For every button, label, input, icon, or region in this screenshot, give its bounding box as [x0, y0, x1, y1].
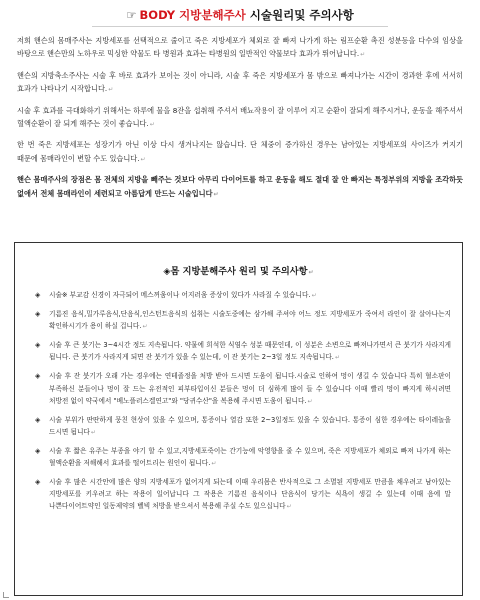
list-item: ◈ 시술 부위가 딴딴하게 뭉친 현상이 있을 수 있으며, 통증이나 열감 또한 2~3일정도 있을 수 있습니다. 통증이 심한 경우에는 타이레놀을 드시면 됩니다↵	[35, 415, 451, 436]
precautions-list	[31, 289, 451, 519]
return-mark-icon: ↵	[211, 460, 217, 468]
return-mark-icon: ↵	[334, 354, 340, 362]
bullet-icon: ◈	[35, 310, 41, 319]
list-item: ◈ 시술 후 큰 붓기는 3~4시간 정도 지속됩니다. 약물에 희석한 식염수 성분 때문인데, 이 성분은 소변으로 빠져나가면서 큰 붓기가 사라지게 됩니다. 큰 붓기가 사라지게 되면 잔 붓기가 있을 수 있는데, 이 잔 붓기는 2~3일 정도 지속됩니다.↵	[35, 341, 451, 362]
return-mark-icon: ↵	[360, 51, 366, 59]
corner-mark	[3, 592, 9, 598]
list-item: ◈ 기름진 음식,밀가루음식,단음식,인스턴트음식의 섭취는 시술도중에는 삼가해 주셔야 어느 정도 지방세포가 죽여서 라인이 잘 살아나는지 확인하시기가 용이 하실 겁니다.↵	[35, 310, 451, 331]
bullet-icon: ◈	[35, 478, 41, 487]
bullet-icon: ◈	[35, 341, 41, 350]
pointing-hand-icon: ☞	[126, 8, 137, 22]
list-item: ◈ 시술 후 많은 시간안에 많은 양의 지방세포가 없어지게 되는데 이때 우리몸은 반사적으로 그 소멸된 지방세포 만큼을 채우려고 남아있는 지방세포를 키우려고 하는 작용이 일어납니다 그 작용은 기름진 음식이나 단음식이 당기는 식욕이 생길 수 있는데 이때 음에 말 나쁜다이어트약인 일동제약의 벨빅 처방을 받으셔서 복용해 주실 수도 있으십니다↵	[35, 478, 451, 511]
list-item: ◈ 시술 후 짧은 유주는 부종을 야기 할 수 있고,지방세포죽이는 간기능에 악영향을 줄 수 있으며, 죽은 지방세포가 체외로 빠져 나가게 하는 혈액순환을 저해해서 효과를 떨어트리는 원인이 됩니다.↵	[35, 446, 451, 468]
return-mark-icon: ↵	[142, 323, 148, 331]
intro-paragraph-2: 핸슨의 지방축소주사는 시술 후 바로 효과가 보이는 것이 아니라, 시술 후 죽은 지방세포가 몸 밖으로 빠져나가는 시간이 경과한 후에 서서히 효과가 나타나기 시작합니다.↵	[17, 70, 463, 94]
diamond-icon: ◈	[163, 266, 171, 277]
return-mark-icon: ↵	[108, 86, 114, 94]
return-mark-icon: ↵	[286, 503, 292, 511]
bullet-icon: ◈	[35, 446, 41, 455]
return-mark-icon: ↵	[308, 269, 314, 276]
return-mark-icon: ↵	[140, 155, 146, 163]
precautions-box	[14, 242, 463, 596]
title-rest: 시술원리및 주의사항	[245, 8, 354, 22]
list-item: ◈ 시술※ 부교감 신경이 자극되어 메스꺼움이나 어지러움 증상이 있다가 사라질 수 있습니다.↵	[31, 289, 451, 302]
title-highlight: BODY 지방분해주사	[139, 8, 246, 22]
intro-paragraph-3: 시술 후 효과를 극대화하기 위해서는 하루에 물을 8잔을 섭취해 주셔서 배뇨작용이 잘 이루어 지고 순환이 잘되게 해주시거나, 운동을 해주셔서 혈액순환이 잘 되게 해주는 것이 좋습니다.↵	[17, 105, 463, 129]
title-divider	[92, 26, 388, 27]
box-title-text: 몸 지방분해주사 원리 및 주의사항	[170, 266, 308, 277]
bullet-icon: ◈	[35, 372, 41, 381]
return-mark-icon: ↵	[90, 428, 96, 436]
list-item: ◈ 시술 후 잔 붓기가 오래 가는 경우에는 연테졸정을 처방 받아 드시면 도움이 됩니다.시술로 인하여 멍이 생길 수 있습니다 특히 혈소판이 부족하신 분들이나 멍이 잘 드는 유전적인 피부타입이신 분들은 멍이 더 심하게 많이 들 수 있습니다 이때 빨리 멍이 빠지게 하시려면 처방전 없이 약국에서 "베노플러스겔연고"와 "당귀수산"을 복용해 주시면 도움이 됩니다.↵	[35, 372, 451, 405]
return-mark-icon: ↵	[307, 397, 313, 405]
bullet-icon: ◈	[35, 291, 41, 299]
return-mark-icon: ↵	[311, 292, 317, 299]
intro-paragraph-1: 저희 핸슨의 몸매주사는 지방세포를 선택적으로 줄이고 죽은 지방세포가 체외로 잘 빠져 나가게 하는 림프순환 촉진 성분등을 다수의 임상을 바탕으로 핸슨만의 노하우로 믹싱한 약물도 타 병원과 효과는 타병원의 일반적인 약물보다 효과가 뛰어납니다.↵	[17, 36, 463, 59]
return-mark-icon: ↵	[213, 190, 219, 198]
intro-paragraph-4: 한 번 죽은 지방세포는 성장기가 아닌 이상 다시 생겨나지는 않습니다. 단 체중이 증가하신 경우는 남아있는 지방세포의 사이즈가 커지기 때문에 몸매라인이 변할 수도 있습니다.↵	[17, 140, 463, 163]
bullet-icon: ◈	[35, 415, 41, 424]
intro-section	[17, 34, 463, 208]
return-mark-icon: ↵	[149, 121, 155, 129]
box-title	[15, 263, 462, 277]
intro-paragraph-5: 핸슨 몸매주사의 장점은 몸 전체의 지방을 빼주는 것보다 아무리 다이어트를 하고 운동을 해도 절대 잘 안 빠지는 특정부위의 지방을 조각하듯 없애서 전체 몸매라인이 세련되고 아름답게 만드는 시술입니다↵	[17, 175, 463, 198]
page-title	[0, 6, 480, 24]
